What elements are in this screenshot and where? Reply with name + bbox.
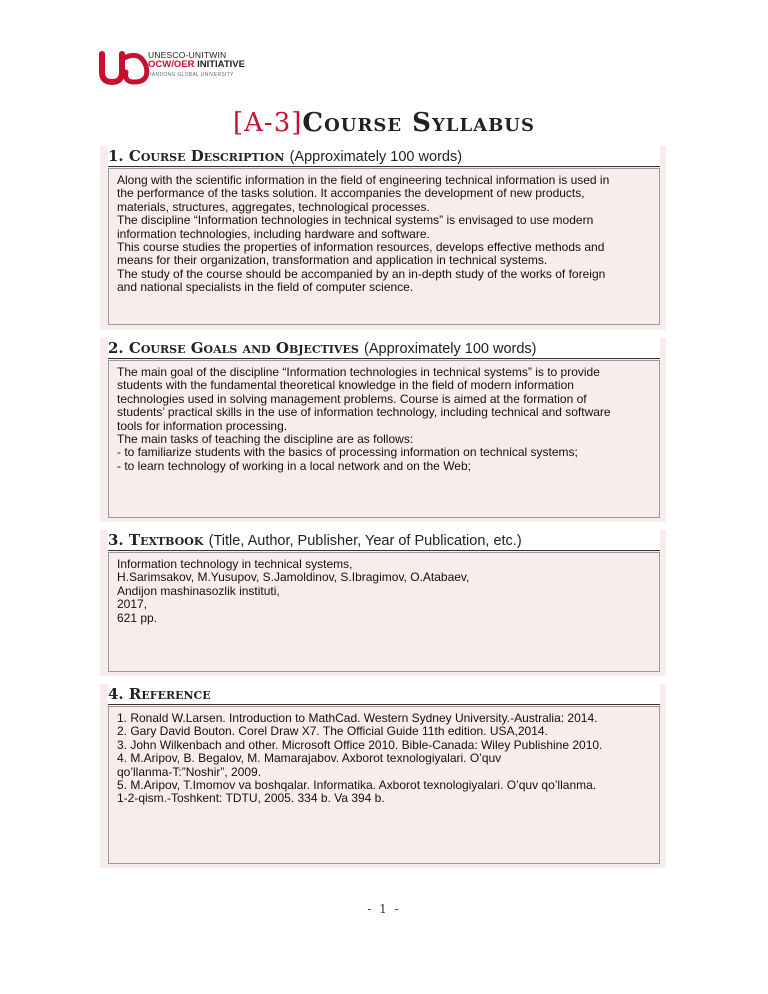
section-note: (Approximately 100 words) xyxy=(289,149,463,165)
title-text: Course Syllabus xyxy=(302,108,535,138)
logo-line2-dark: INITIATIVE xyxy=(194,59,245,70)
body-line: information technologies, including hardware and software. xyxy=(117,226,430,241)
section-heading xyxy=(108,684,660,705)
section-note: (Approximately 100 words) xyxy=(364,341,537,357)
body-line: tools for information processing. xyxy=(117,418,288,433)
body-line: means for their organization, transformation and application in technical systems. xyxy=(117,253,548,268)
section-number: 2. xyxy=(108,339,124,357)
section-textbook xyxy=(100,530,666,676)
body-line: materials, structures, aggregates, technological processes. xyxy=(117,199,430,214)
title-code: [A-3] xyxy=(232,108,303,138)
body-line: Andijon mashinasozlik instituti, xyxy=(117,583,280,598)
section-title: Textbook xyxy=(128,531,204,549)
body-line: students with the fundamental theoretical knowledge in the field of modern information xyxy=(117,378,574,393)
body-line: 1-2-qism.-Toshkent: TDTU, 2005. 334 b. Va 394 b. xyxy=(117,791,385,806)
page-number: - 1 - xyxy=(367,902,401,916)
section-number: 1. xyxy=(108,147,124,165)
body-line: technologies used in solving management problems. Course is aimed at the formation of xyxy=(117,391,587,406)
section-title: Reference xyxy=(128,685,211,703)
body-line: The main tasks of teaching the discipline are as follows: xyxy=(117,432,414,447)
section-title: Course Goals and Objectives xyxy=(128,339,359,357)
body-line: and national specialists in the field of computer science. xyxy=(117,280,414,295)
logo-text xyxy=(148,50,245,80)
section-course-description xyxy=(100,146,666,330)
body-line: 4. M.Aripov, B. Begalov, M. Mamarajabov. Axborot texnologiyalari. O’quv xyxy=(117,751,502,766)
body-line: the performance of the tasks solution. It accompanies the development of new products, xyxy=(117,186,585,201)
section-body xyxy=(108,552,660,672)
body-line: 3. John Wilkenbach and other. Microsoft Office 2010. Bible-Canada: Wiley Publishine 2010. xyxy=(117,737,603,752)
body-line: Along with the scientific information in the field of engineering technical information is used in xyxy=(117,173,610,187)
body-line: The main goal of the discipline “Information technologies in technical systems” is to provide xyxy=(117,365,600,379)
section-number: 4. xyxy=(108,685,124,703)
logo-line1: UNESCO-UNITWIN xyxy=(148,50,227,60)
section-note: (Title, Author, Publisher, Year of Publication, etc.) xyxy=(208,533,522,549)
section-course-goals xyxy=(100,338,666,522)
section-heading xyxy=(108,530,660,551)
section-body xyxy=(108,360,660,518)
logo-line2-red: OCW/OER xyxy=(148,59,195,70)
section-reference xyxy=(100,684,666,868)
section-body xyxy=(108,706,660,864)
body-line: - to familiarize students with the basics of processing information on technical systems; xyxy=(117,445,578,460)
section-number: 3. xyxy=(108,531,124,549)
page-title xyxy=(0,108,768,138)
body-line: Information technology in technical systems, xyxy=(117,557,353,571)
logo-line3: HANDONG GLOBAL UNIVERSITY xyxy=(148,72,234,78)
logo-line2 xyxy=(148,60,245,70)
body-line: 2. Gary David Bouton. Corel Draw X7. The Official Guide 11th edition. USA,2014. xyxy=(117,724,548,739)
body-line: This course studies the properties of information resources, develops effective methods and xyxy=(117,240,605,255)
body-line: The study of the course should be accompanied by an in-depth study of the works of foreign xyxy=(117,266,606,281)
section-body xyxy=(108,168,660,325)
body-line: 621 pp. xyxy=(117,610,158,625)
body-line: The discipline “Information technologies in technical systems” is envisaged to use modern xyxy=(117,213,594,228)
body-line: students’ practical skills in the use of information technology, including technical and software xyxy=(117,405,611,420)
body-line: 1. Ronald W.Larsen. Introduction to MathCad. Western Sydney University.-Australia: 2014. xyxy=(117,711,598,725)
body-line: 2017, xyxy=(117,597,148,612)
body-line: H.Sarimsakov, M.Yusupov, S.Jamoldinov, S.Ibragimov, O.Atabaev, xyxy=(117,570,470,585)
section-heading xyxy=(108,338,660,359)
section-heading xyxy=(108,146,660,167)
section-title: Course Description xyxy=(128,147,285,165)
body-line: qo’llanma-T:”Noshir”, 2009. xyxy=(117,764,262,779)
body-line: - to learn technology of working in a local network and on the Web; xyxy=(117,458,471,473)
body-line: 5. M.Aripov, T.Imomov va boshqalar. Informatika. Axborot texnologiyalari. O’quv qo’llanma. xyxy=(117,778,597,793)
